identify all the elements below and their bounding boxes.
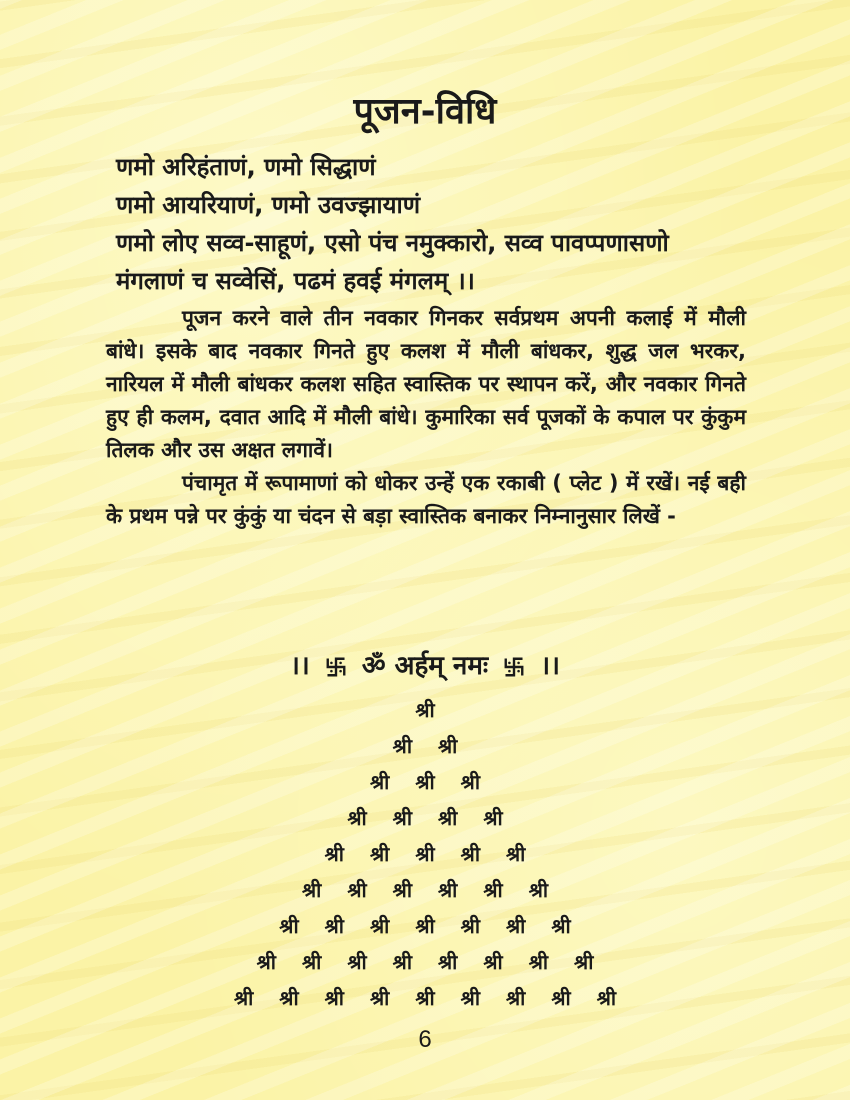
shri-word: श्री xyxy=(415,770,435,794)
shri-word: श्री xyxy=(301,950,322,974)
mantra-line: मंगलाणं च सव्वेसिं, पढमं हवई मंगलम् ।। xyxy=(116,267,475,295)
shri-word: श्री xyxy=(506,986,526,1010)
shri-row xyxy=(0,872,850,908)
invocation-text: ॐ अर्हम् नमः xyxy=(361,651,489,681)
shri-word: श्री xyxy=(233,986,254,1010)
shri-word: श्री xyxy=(415,698,435,722)
shri-word: श्री xyxy=(483,878,503,902)
shri-word: श्री xyxy=(438,878,458,902)
shri-word: श्री xyxy=(347,950,367,974)
paragraph: पूजन करने वाले तीन नवकार गिनकर सर्वप्रथम अपनी कलाई में मौली बांधे। इसके बाद नवकार गिनते हुए कलश में मौली बांधकर, शुद्ध जल भरकर, नारियल में मौली बांधकर कलश सहित स्वास्तिक पर स्थापन करें, और नवकार गिनते हुए ही कलम, दवात आदि में मौली बांधे। कुमारिका सर्व पूजकों के कपाल पर कुंकुम तिलक और उस अक्षत लगावें। xyxy=(106,306,746,462)
paragraph: पंचामृत में रूपामाणां को धोकर उन्हें एक रकाबी ( प्लेट ) में रखें। नई बही के प्रथम पन्ने पर कुंकुं या चंदन से बड़ा स्वास्तिक बनाकर निम्नानुसार लिखें - xyxy=(106,471,746,528)
swastika-icon xyxy=(503,650,525,690)
shri-word: श्री xyxy=(551,986,571,1010)
shri-word: श्री xyxy=(279,986,299,1010)
shri-word: श्री xyxy=(528,878,549,902)
mantra-line: णमो लोए सव्व-साहूणं, एसो पंच नमुक्कारो, सव्व पावप्पणासणो xyxy=(116,229,669,257)
shri-word: श्री xyxy=(460,842,481,866)
shri-word: श्री xyxy=(460,770,481,794)
shri-word: श्री xyxy=(369,842,390,866)
shri-word: श्री xyxy=(347,878,367,902)
shri-word: श्री xyxy=(483,950,503,974)
shri-word: श्री xyxy=(528,950,549,974)
shri-word: श्री xyxy=(324,914,344,938)
shri-word: श्री xyxy=(415,914,435,938)
shri-word: श्री xyxy=(596,986,617,1010)
shri-word: श्री xyxy=(438,806,458,830)
shri-word: श्री xyxy=(415,986,435,1010)
page-number: 6 xyxy=(418,1026,432,1053)
shri-row xyxy=(0,764,850,800)
shri-word: श्री xyxy=(324,842,344,866)
shri-word: श्री xyxy=(506,842,526,866)
shri-word: श्री xyxy=(324,986,344,1010)
shri-row xyxy=(0,800,850,836)
shri-row xyxy=(0,944,850,980)
invocation-suffix: ।। xyxy=(540,651,560,681)
shri-pyramid xyxy=(0,692,850,1016)
instructions-text xyxy=(106,302,746,533)
navkar-mantra xyxy=(116,148,756,300)
shri-word: श्री xyxy=(460,914,481,938)
shri-word: श्री xyxy=(279,914,299,938)
shri-word: श्री xyxy=(460,986,481,1010)
shri-word: श्री xyxy=(369,914,390,938)
mantra-line: णमो आयरियाणं, णमो उवज्झायाणं xyxy=(116,191,421,219)
shri-word: श्री xyxy=(415,842,435,866)
shri-word: श्री xyxy=(369,770,390,794)
shri-word: श्री xyxy=(551,914,571,938)
shri-word: श्री xyxy=(438,950,458,974)
shri-word: श्री xyxy=(574,950,594,974)
swastika-icon xyxy=(325,650,347,690)
invocation-heading xyxy=(0,646,850,690)
shri-word: श्री xyxy=(438,734,458,758)
shri-word: श्री xyxy=(256,950,276,974)
shri-word: श्री xyxy=(301,878,322,902)
shri-word: श्री xyxy=(392,806,412,830)
mantra-line: णमो अरिहंताणं, णमो सिद्धाणं xyxy=(116,153,376,181)
shri-row xyxy=(0,980,850,1016)
invocation-prefix: ।। xyxy=(290,651,310,681)
page-title: पूजन-विधि xyxy=(353,91,497,132)
shri-row xyxy=(0,836,850,872)
shri-word: श्री xyxy=(483,806,503,830)
shri-word: श्री xyxy=(392,878,412,902)
shri-word: श्री xyxy=(392,734,412,758)
shri-word: श्री xyxy=(392,950,412,974)
shri-row xyxy=(0,728,850,764)
shri-row xyxy=(0,692,850,728)
shri-word: श्री xyxy=(506,914,526,938)
shri-row xyxy=(0,908,850,944)
shri-word: श्री xyxy=(347,806,367,830)
shri-word: श्री xyxy=(369,986,390,1010)
